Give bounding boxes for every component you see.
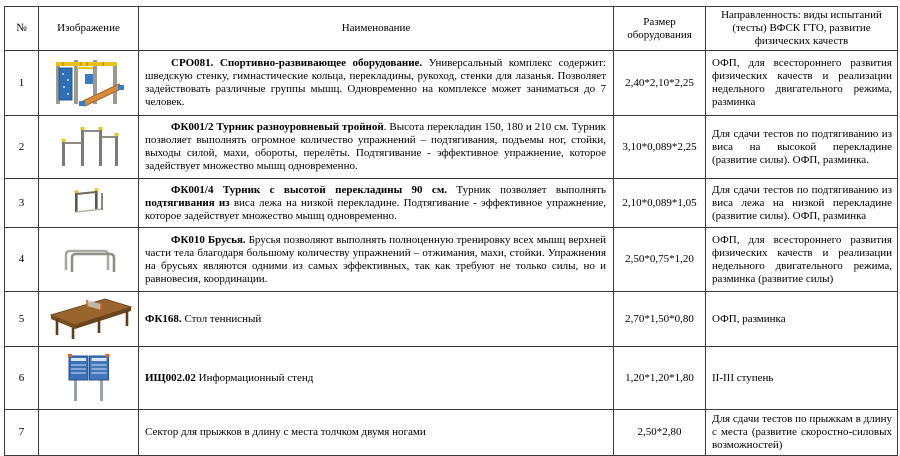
table-row bbox=[5, 292, 898, 347]
equipment-code: ФК001/2 Турник разноуровневый тройной bbox=[171, 121, 384, 133]
equipment-size: 2,40*2,10*2,25 bbox=[614, 51, 706, 116]
equipment-name bbox=[139, 347, 614, 410]
equipment-name bbox=[139, 116, 614, 179]
equipment-name bbox=[139, 51, 614, 116]
table-row bbox=[5, 51, 898, 116]
tennis-table-image bbox=[43, 293, 135, 341]
equipment-size: 3,10*0,089*2,25 bbox=[614, 116, 706, 179]
equipment-size: 2,50*0,75*1,20 bbox=[614, 228, 706, 292]
equipment-description: Стол теннисный bbox=[181, 312, 262, 325]
equipment-purpose: ОФП, разминка bbox=[706, 292, 898, 347]
table-row bbox=[5, 116, 898, 179]
equipment-code: ИЩ002.02 bbox=[145, 371, 196, 384]
column-header-num: № bbox=[5, 7, 39, 51]
equipment-purpose: II-III ступень bbox=[706, 347, 898, 410]
equipment-name bbox=[139, 228, 614, 292]
equipment-name bbox=[139, 292, 614, 347]
table-row bbox=[5, 347, 898, 410]
equipment-image-cell bbox=[39, 116, 139, 179]
equipment-description: Универсальный комплекс содержит: шведскую стенку, гимнастические кольца, перекладины, рукоход, стенки для лазанья. Позволяет задействовать различные группы мышц. Одновременно на комплексе может заниматься до 7 человек. bbox=[145, 57, 606, 108]
column-header-purpose: Направленность: виды испытаний (тесты) ВФСК ГТО, развитие физических качеств bbox=[706, 7, 898, 51]
equipment-size: 1,20*1,20*1,80 bbox=[614, 347, 706, 410]
equipment-description: . Высота перекладин 150, 180 и 210 см. Турник позволяет выполнять огромное количество упражнений – подтягивания, подъемы ног, стойки, выходы силой, махи, обороты, перелёты. Подтягивание - эффективное упражнение, которое задействует множество мышц одновременно. bbox=[145, 121, 607, 172]
equipment-size: 2,50*2,80 bbox=[614, 410, 706, 456]
equipment-purpose: Для сдачи тестов по подтягиванию из виса лежа на низкой перекладине (развитие силы). ОФП, разминка bbox=[706, 179, 898, 228]
column-header-image: Изображение bbox=[39, 7, 139, 51]
equipment-image-cell bbox=[39, 292, 139, 347]
parallel-bars-image bbox=[56, 242, 122, 274]
table-header-row bbox=[5, 7, 898, 51]
equipment-image-cell bbox=[39, 228, 139, 292]
row-number: 1 bbox=[5, 51, 39, 116]
row-number: 7 bbox=[5, 410, 39, 456]
equipment-code: подтягивания из bbox=[145, 196, 230, 209]
equipment-purpose: ОФП, для всестороннего развития физических качеств и реализации недельного двигательного режима, разминка bbox=[706, 51, 898, 116]
equipment-description: Турник позволяет выполнять bbox=[447, 183, 606, 196]
row-number: 3 bbox=[5, 179, 39, 228]
row-number: 2 bbox=[5, 116, 39, 179]
equipment-image-cell bbox=[39, 347, 139, 410]
low-pullup-bar-image bbox=[63, 187, 115, 215]
equipment-purpose: Для сдачи тестов по прыжкам в длину с места (развитие скоростно-силовых возможностей) bbox=[706, 410, 898, 456]
equipment-image-cell bbox=[39, 410, 139, 456]
equipment-purpose: Для сдачи тестов по подтягиванию из виса на высокой перекладине (развитие силы). ОФП, разминка. bbox=[706, 116, 898, 179]
table-row bbox=[5, 228, 898, 292]
info-stand-image bbox=[61, 348, 117, 404]
equipment-description: Сектор для прыжков в длину с места толчком двумя ногами bbox=[145, 426, 426, 438]
equipment-description: Информационный стенд bbox=[195, 371, 314, 384]
row-number: 6 bbox=[5, 347, 39, 410]
equipment-purpose: ОФП, для всестороннего развития физических качеств и реализации недельного двигательного режима, разминка (развитие силы) bbox=[706, 228, 898, 292]
equipment-table bbox=[4, 6, 898, 456]
equipment-description: Брусья позволяют выполнять полноценную тренировку всех мышц верхней части тела благодаря большому количеству упражнений – отжимания, махи, стойки. Упражнения на брусьях являются одними из самых эффективных, так как требуют не только силы, но и равновесия, координации. bbox=[145, 233, 606, 285]
column-header-name: Наименование bbox=[139, 7, 614, 51]
equipment-size: 2,70*1,50*0,80 bbox=[614, 292, 706, 347]
column-header-size: Размер оборудования bbox=[614, 7, 706, 51]
equipment-image-cell bbox=[39, 51, 139, 116]
equipment-code: ФК168. bbox=[145, 312, 182, 325]
equipment-code: ФК001/4 Турник с высотой перекладины 90 см. bbox=[171, 183, 448, 196]
equipment-description: виса лежа на низкой перекладине. Подтягивание - эффективное упражнение, которое задействует множество мышц одновременно. bbox=[145, 196, 606, 222]
row-number: 5 bbox=[5, 292, 39, 347]
equipment-code: ФК010 Брусья. bbox=[171, 233, 246, 246]
table-row bbox=[5, 179, 898, 228]
equipment-image-cell bbox=[39, 179, 139, 228]
equipment-size: 2,10*0,089*1,05 bbox=[614, 179, 706, 228]
equipment-code: СРО081. Спортивно-развивающее оборудование. bbox=[171, 57, 429, 69]
equipment-name bbox=[139, 179, 614, 228]
row-number: 4 bbox=[5, 228, 39, 292]
equipment-table-body bbox=[5, 51, 898, 456]
triple-pullup-bar-image bbox=[53, 122, 125, 168]
equipment-name bbox=[139, 410, 614, 456]
table-row bbox=[5, 410, 898, 456]
sports-complex-image bbox=[41, 52, 137, 110]
